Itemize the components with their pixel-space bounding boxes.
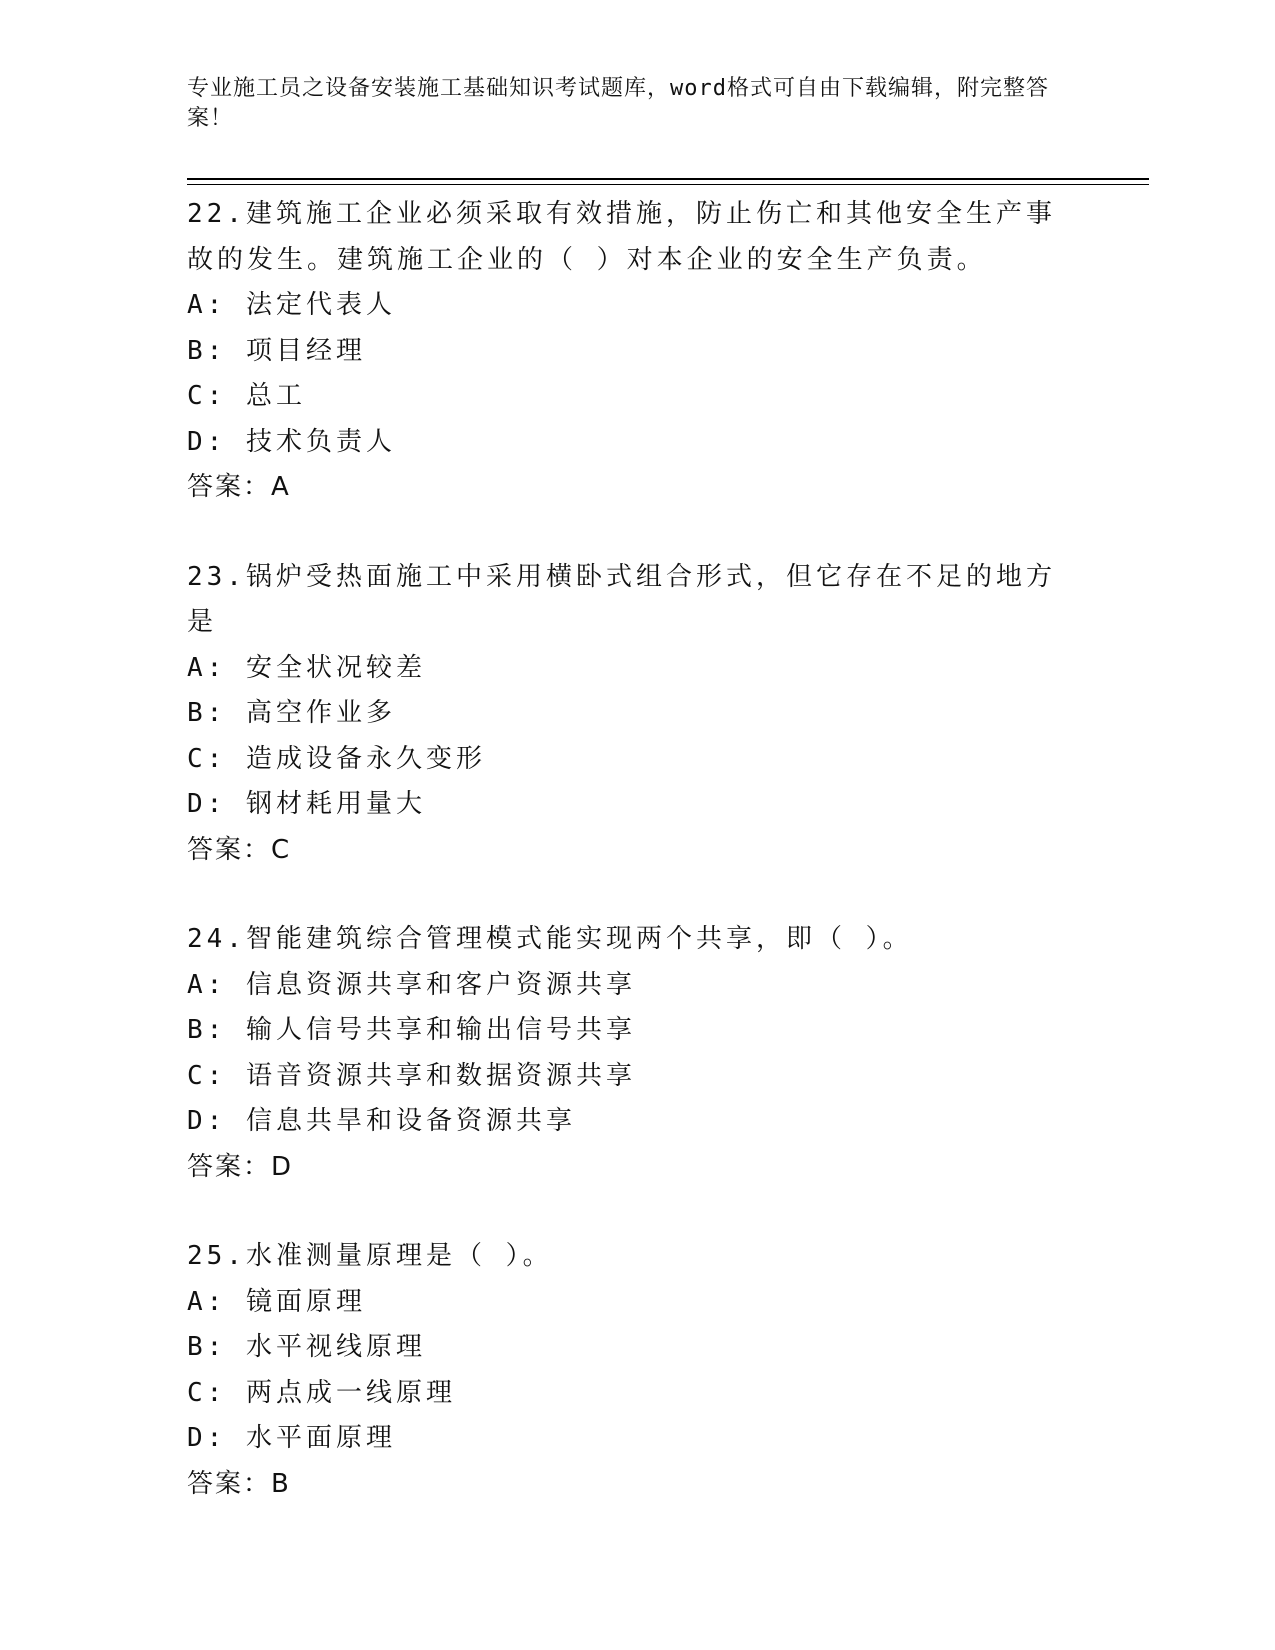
answer-line: 答案：C: [187, 834, 292, 865]
option-a: A: 信息资源共享和客户资源共享: [187, 969, 636, 1000]
question-23: [187, 555, 1087, 874]
option-d: D: 技术负责人: [187, 426, 396, 457]
option-b: B: 输人信号共享和输出信号共享: [187, 1015, 636, 1045]
option-c: C: 造成设备永久变形: [187, 743, 486, 774]
question-stem: 24.智能建筑综合管理模式能实现两个共享，即（ ）。: [187, 924, 913, 954]
question-stem: 25.水准测量原理是（ ）。: [187, 1241, 553, 1271]
answer-line: 答案：A: [187, 472, 291, 502]
option-b: B: 高空作业多: [187, 698, 396, 728]
option-a: A: 安全状况较差: [187, 652, 426, 683]
answer-line: 答案：B: [187, 1468, 291, 1499]
option-d: D: 信息共旱和设备资源共享: [187, 1106, 576, 1136]
option-b: B: 项目经理: [187, 335, 366, 366]
question-25: [187, 1234, 1087, 1507]
question-22: [187, 192, 1087, 511]
option-c: C: 语音资源共享和数据资源共享: [187, 1060, 636, 1091]
answer-line: 答案：D: [187, 1151, 294, 1182]
document-header: 专业施工员之设备安装施工基础知识考试题库，word格式可自由下载编辑，附完整答案！: [187, 76, 1049, 131]
option-b: B: 水平视线原理: [187, 1332, 426, 1362]
option-c: C: 两点成一线原理: [187, 1377, 456, 1408]
question-list: [187, 192, 1087, 1551]
option-a: A: 镜面原理: [187, 1286, 366, 1317]
header-divider-thin: [187, 184, 1149, 185]
question-24: [187, 917, 1087, 1190]
question-stem: 23.锅炉受热面施工中采用横卧式组合形式，但它存在不足的地方是: [187, 561, 1056, 637]
option-d: D: 钢材耗用量大: [187, 789, 426, 819]
question-stem: 22.建筑施工企业必须采取有效措施，防止伤亡和其他安全生产事故的发生。建筑施工企业的（ ）对本企业的安全生产负责。: [187, 199, 1056, 275]
header-divider-thick: [187, 178, 1149, 180]
option-c: C: 总工: [187, 381, 306, 411]
option-a: A: 法定代表人: [187, 290, 396, 320]
option-d: D: 水平面原理: [187, 1423, 396, 1453]
